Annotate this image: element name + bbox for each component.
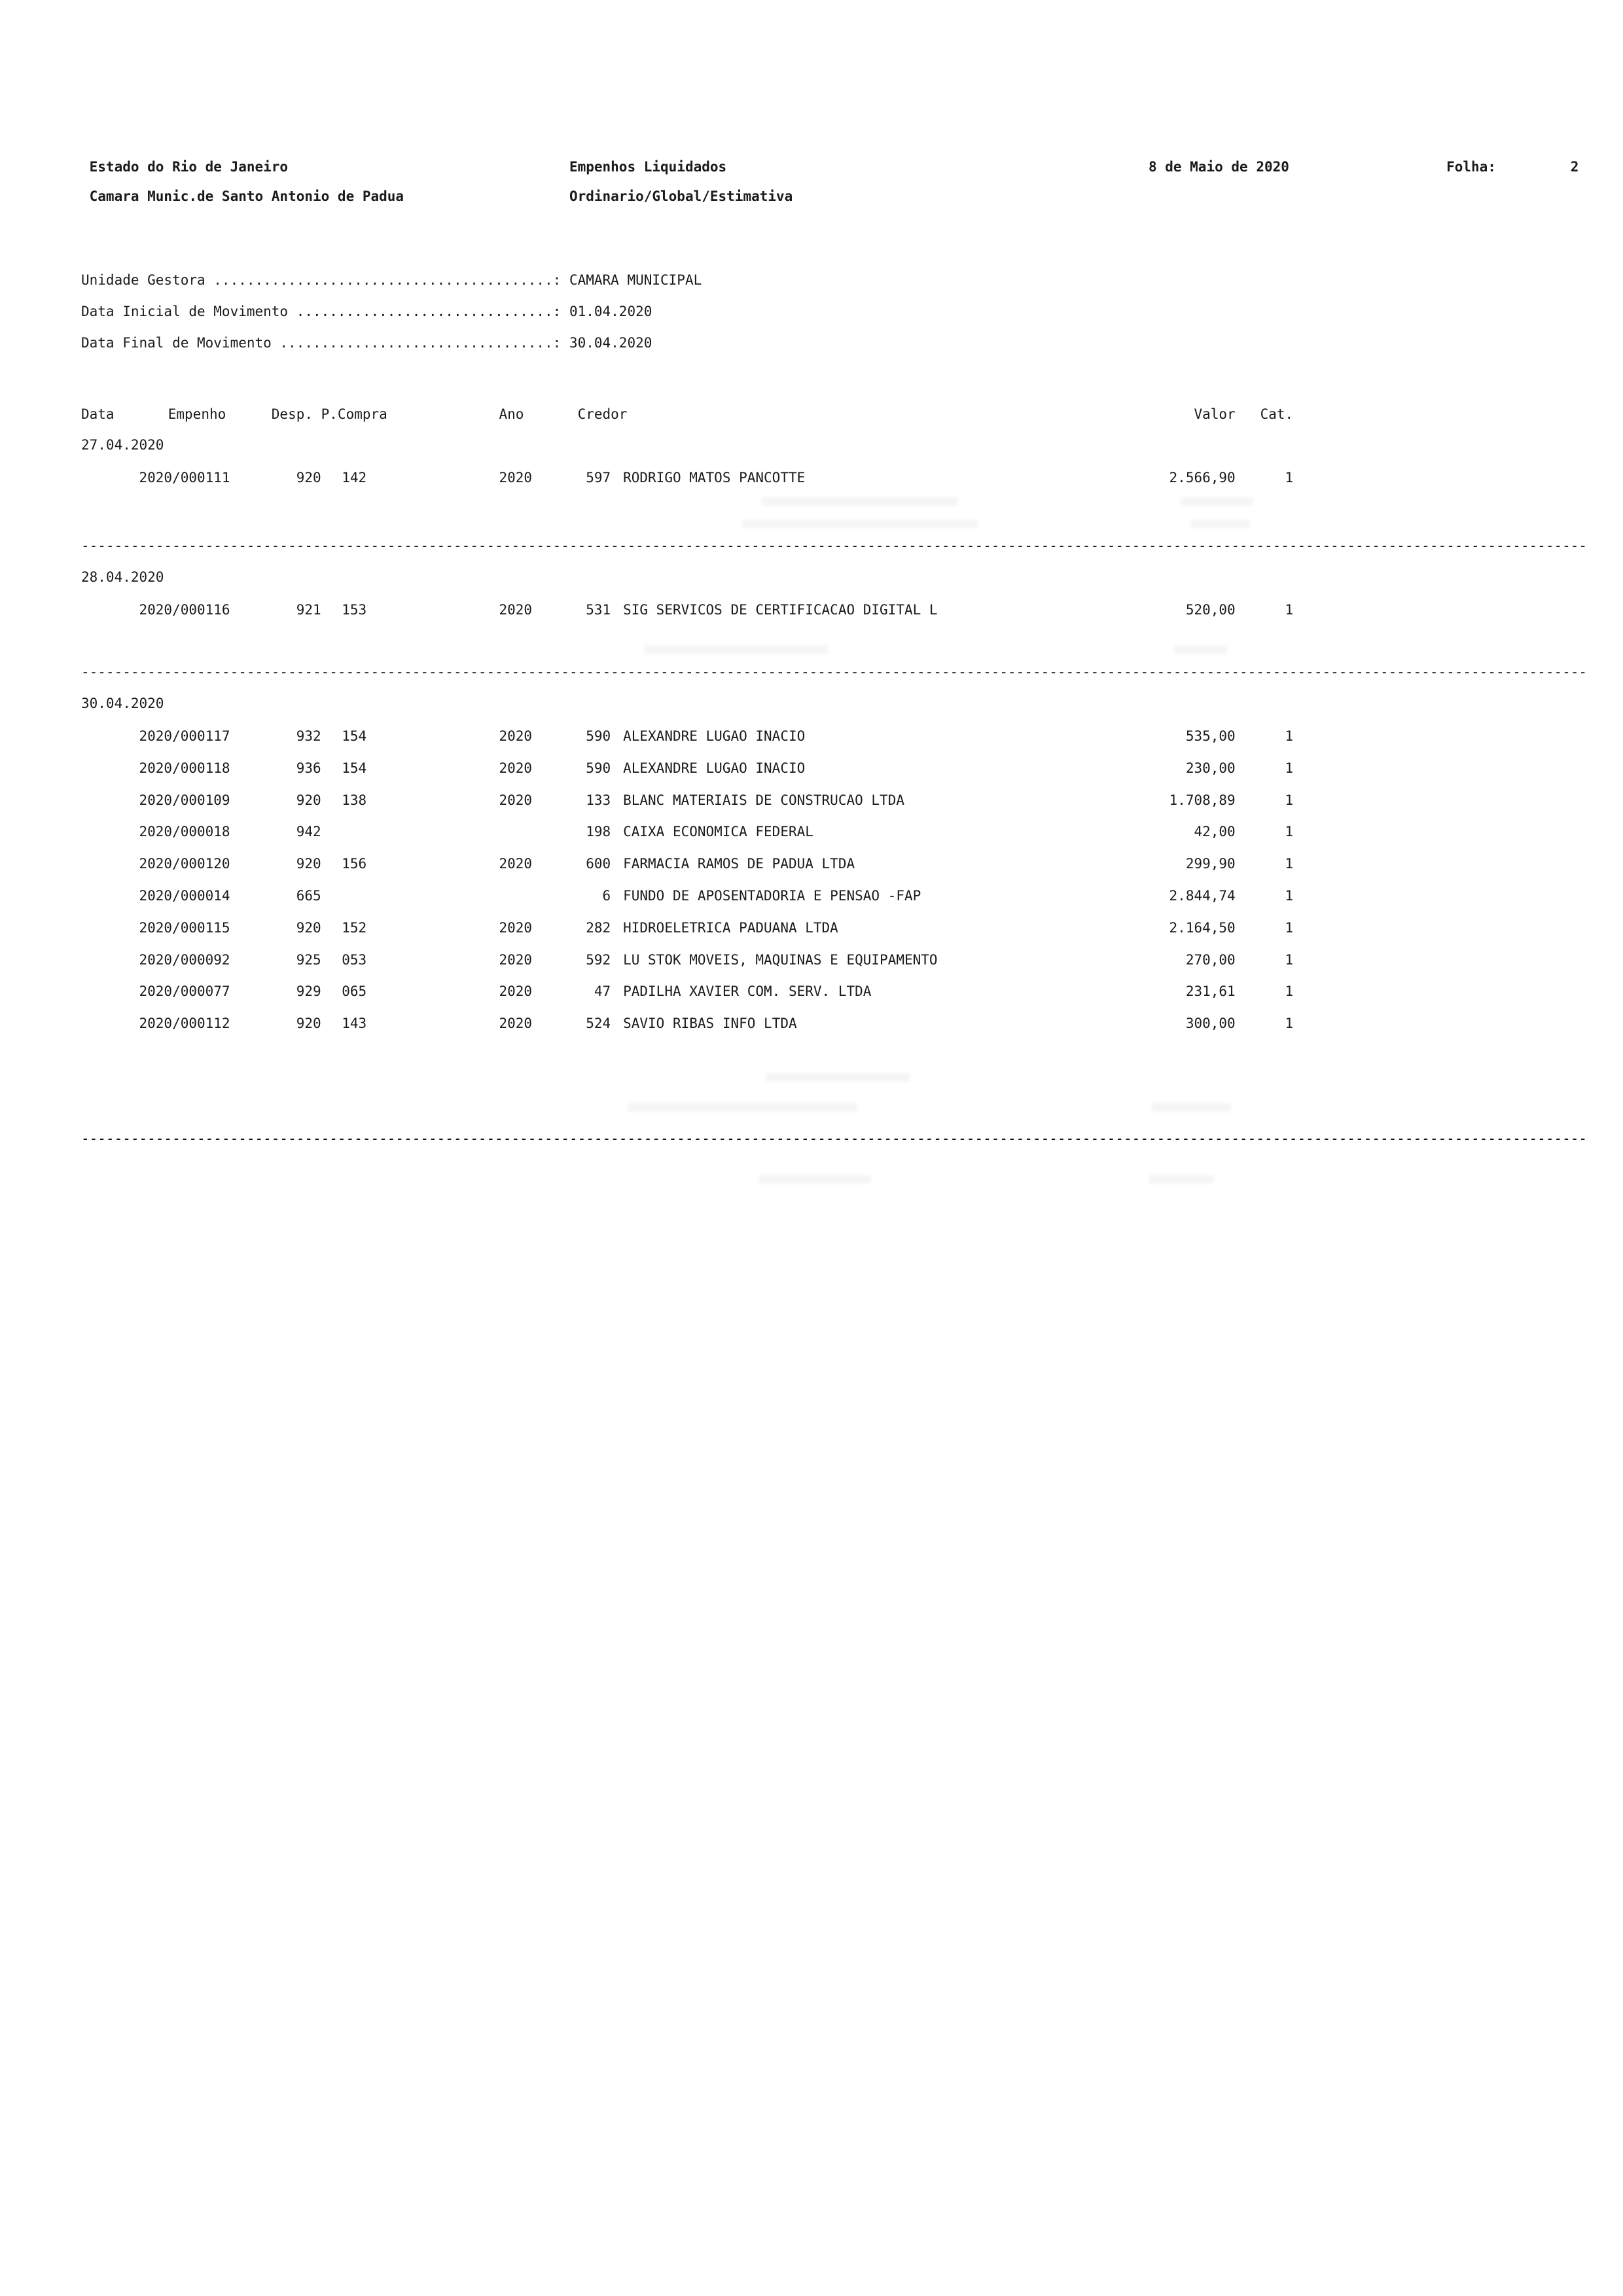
row-pcompra: 154 [342, 728, 367, 744]
col-pcompra: P.Compra [321, 406, 387, 422]
row-credor-num: 597 [586, 470, 611, 486]
table-row [81, 856, 1599, 872]
row-desp: 925 [296, 951, 321, 968]
row-valor: 299,90 [1185, 856, 1236, 872]
row-pcompra: 152 [342, 919, 367, 936]
folha-label: Folha: [1446, 159, 1496, 175]
org-name-line2: Camara Munic.de Santo Antonio de Padua [89, 188, 404, 204]
print-artifact [766, 1073, 910, 1082]
group-date [81, 696, 1599, 711]
row-credor-num: 282 [586, 919, 611, 936]
print-artifact [1149, 1175, 1214, 1184]
row-ano: 2020 [499, 951, 533, 968]
row-valor: 42,00 [1194, 824, 1236, 840]
row-valor: 2.164,50 [1169, 919, 1236, 936]
row-ano: 2020 [499, 470, 533, 486]
row-pcompra: 138 [342, 792, 367, 808]
table-row [81, 470, 1599, 486]
row-cat: 1 [1285, 888, 1294, 904]
row-credor-num: 6 [602, 888, 611, 904]
print-artifact [1175, 645, 1227, 654]
row-cat: 1 [1285, 760, 1294, 776]
row-ano: 2020 [499, 919, 533, 936]
row-empenho: 2020/000014 [139, 888, 230, 904]
table-row [81, 728, 1599, 744]
row-desp: 936 [296, 760, 321, 776]
meta-label: Unidade Gestora .........................................: [81, 272, 562, 288]
group-date-label: 30.04.2020 [81, 696, 164, 711]
row-ano: 2020 [499, 728, 533, 744]
meta-value: CAMARA MUNICIPAL [569, 272, 702, 288]
page-header-line2 [81, 188, 1599, 204]
row-cat: 1 [1285, 792, 1294, 808]
report-subtitle: Ordinario/Global/Estimativa [569, 188, 793, 204]
row-cat: 1 [1285, 919, 1294, 936]
print-artifact [742, 520, 978, 528]
row-desp: 932 [296, 728, 321, 744]
table-row [81, 888, 1599, 904]
section-separator [81, 538, 1599, 554]
section-separator [81, 664, 1599, 680]
row-credor-num: 531 [586, 602, 611, 618]
row-desp: 929 [296, 983, 321, 1000]
row-credor-name: HIDROELETRICA PADUANA LTDA [623, 919, 838, 936]
row-pcompra: 142 [342, 470, 367, 486]
group-date [81, 437, 1599, 453]
meta-value: 30.04.2020 [569, 335, 652, 351]
row-credor-num: 524 [586, 1016, 611, 1032]
table-row [81, 952, 1599, 968]
row-credor-name: ALEXANDRE LUGAO INACIO [623, 728, 806, 744]
separator-dashes: -------------------------------------------------------------------------------------------------------------------------------------------------------------------------------------- [81, 1131, 1588, 1146]
row-credor-name: SIG SERVICOS DE CERTIFICACAO DIGITAL L [623, 602, 938, 618]
row-credor-name: FUNDO DE APOSENTADORIA E PENSAO -FAP [623, 888, 921, 904]
col-cat: Cat. [1260, 406, 1294, 422]
row-cat: 1 [1285, 470, 1294, 486]
row-empenho: 2020/000092 [139, 951, 230, 968]
table-row [81, 792, 1599, 808]
row-valor: 1.708,89 [1169, 792, 1236, 808]
row-desp: 920 [296, 1016, 321, 1032]
row-credor-num: 198 [586, 824, 611, 840]
row-valor: 270,00 [1185, 951, 1236, 968]
print-artifact [1181, 497, 1253, 506]
meta-data-final [81, 335, 1599, 351]
row-valor: 230,00 [1185, 760, 1236, 776]
report-date: 8 de Maio de 2020 [1148, 159, 1289, 175]
org-name-line1: Estado do Rio de Janeiro [89, 159, 289, 175]
print-artifact [762, 497, 958, 506]
row-empenho: 2020/000112 [139, 1016, 230, 1032]
row-empenho: 2020/000118 [139, 760, 230, 776]
col-ano: Ano [499, 406, 524, 422]
row-empenho: 2020/000120 [139, 856, 230, 872]
row-cat: 1 [1285, 983, 1294, 1000]
table-row [81, 602, 1599, 618]
table-column-header [81, 406, 1599, 422]
row-cat: 1 [1285, 602, 1294, 618]
row-credor-name: BLANC MATERIAIS DE CONSTRUCAO LTDA [623, 792, 904, 808]
page-header-line1 [81, 159, 1599, 175]
row-credor-name: RODRIGO MATOS PANCOTTE [623, 470, 806, 486]
row-ano: 2020 [499, 856, 533, 872]
row-valor: 2.566,90 [1169, 470, 1236, 486]
report-body [81, 0, 1599, 2296]
row-pcompra: 143 [342, 1016, 367, 1032]
print-artifact [1152, 1103, 1230, 1112]
row-empenho: 2020/000111 [139, 470, 230, 486]
row-credor-name: PADILHA XAVIER COM. SERV. LTDA [623, 983, 872, 1000]
row-desp: 920 [296, 792, 321, 808]
row-ano: 2020 [499, 983, 533, 1000]
row-ano: 2020 [499, 792, 533, 808]
row-credor-num: 590 [586, 728, 611, 744]
table-row [81, 1016, 1599, 1031]
row-cat: 1 [1285, 856, 1294, 872]
table-row [81, 760, 1599, 776]
group-date-label: 27.04.2020 [81, 437, 164, 453]
col-desp: Desp. [271, 406, 313, 422]
row-desp: 920 [296, 919, 321, 936]
row-cat: 1 [1285, 1016, 1294, 1032]
row-valor: 535,00 [1185, 728, 1236, 744]
row-pcompra: 065 [342, 983, 367, 1000]
meta-data-inicial [81, 304, 1599, 319]
col-valor: Valor [1194, 406, 1236, 422]
section-separator [81, 1131, 1599, 1146]
print-artifact [645, 645, 828, 654]
row-pcompra: 053 [342, 951, 367, 968]
meta-unidade-gestora [81, 272, 1599, 288]
row-ano: 2020 [499, 760, 533, 776]
row-pcompra: 156 [342, 856, 367, 872]
folha-number: 2 [1570, 159, 1579, 175]
table-row [81, 920, 1599, 936]
row-credor-name: FARMACIA RAMOS DE PADUA LTDA [623, 856, 855, 872]
row-credor-num: 592 [586, 951, 611, 968]
row-empenho: 2020/000077 [139, 983, 230, 1000]
row-pcompra: 153 [342, 602, 367, 618]
row-credor-num: 600 [586, 856, 611, 872]
row-credor-num: 133 [586, 792, 611, 808]
report-title: Empenhos Liquidados [569, 159, 727, 175]
separator-dashes: -------------------------------------------------------------------------------------------------------------------------------------------------------------------------------------- [81, 538, 1588, 554]
separator-dashes: -------------------------------------------------------------------------------------------------------------------------------------------------------------------------------------- [81, 664, 1588, 680]
row-credor-name: CAIXA ECONOMICA FEDERAL [623, 824, 813, 840]
row-ano: 2020 [499, 1016, 533, 1032]
row-cat: 1 [1285, 728, 1294, 744]
row-empenho: 2020/000109 [139, 792, 230, 808]
row-credor-name: SAVIO RIBAS INFO LTDA [623, 1016, 797, 1032]
row-desp: 920 [296, 856, 321, 872]
row-empenho: 2020/000018 [139, 824, 230, 840]
row-credor-name: LU STOK MOVEIS, MAQUINAS E EQUIPAMENTO [623, 951, 938, 968]
group-date-label: 28.04.2020 [81, 569, 164, 585]
row-valor: 300,00 [1185, 1016, 1236, 1032]
row-credor-name: ALEXANDRE LUGAO INACIO [623, 760, 806, 776]
meta-label: Data Final de Movimento .................................: [81, 335, 562, 351]
table-row [81, 824, 1599, 839]
print-artifact [1191, 520, 1250, 528]
row-desp: 921 [296, 602, 321, 618]
row-cat: 1 [1285, 824, 1294, 840]
table-row [81, 983, 1599, 999]
row-valor: 231,61 [1185, 983, 1236, 1000]
print-artifact [628, 1103, 857, 1112]
row-desp: 942 [296, 824, 321, 840]
col-data: Data [81, 406, 115, 422]
row-empenho: 2020/000117 [139, 728, 230, 744]
row-ano: 2020 [499, 602, 533, 618]
group-date [81, 569, 1599, 585]
row-empenho: 2020/000116 [139, 602, 230, 618]
row-credor-num: 47 [594, 983, 611, 1000]
meta-label: Data Inicial de Movimento ...............................: [81, 304, 562, 319]
row-desp: 920 [296, 470, 321, 486]
row-pcompra: 154 [342, 760, 367, 776]
col-empenho: Empenho [168, 406, 226, 422]
meta-value: 01.04.2020 [569, 304, 652, 319]
row-cat: 1 [1285, 951, 1294, 968]
row-valor: 2.844,74 [1169, 888, 1236, 904]
print-artifact [759, 1175, 870, 1184]
col-credor: Credor [577, 406, 628, 422]
row-credor-num: 590 [586, 760, 611, 776]
row-valor: 520,00 [1185, 602, 1236, 618]
row-empenho: 2020/000115 [139, 919, 230, 936]
row-desp: 665 [296, 888, 321, 904]
